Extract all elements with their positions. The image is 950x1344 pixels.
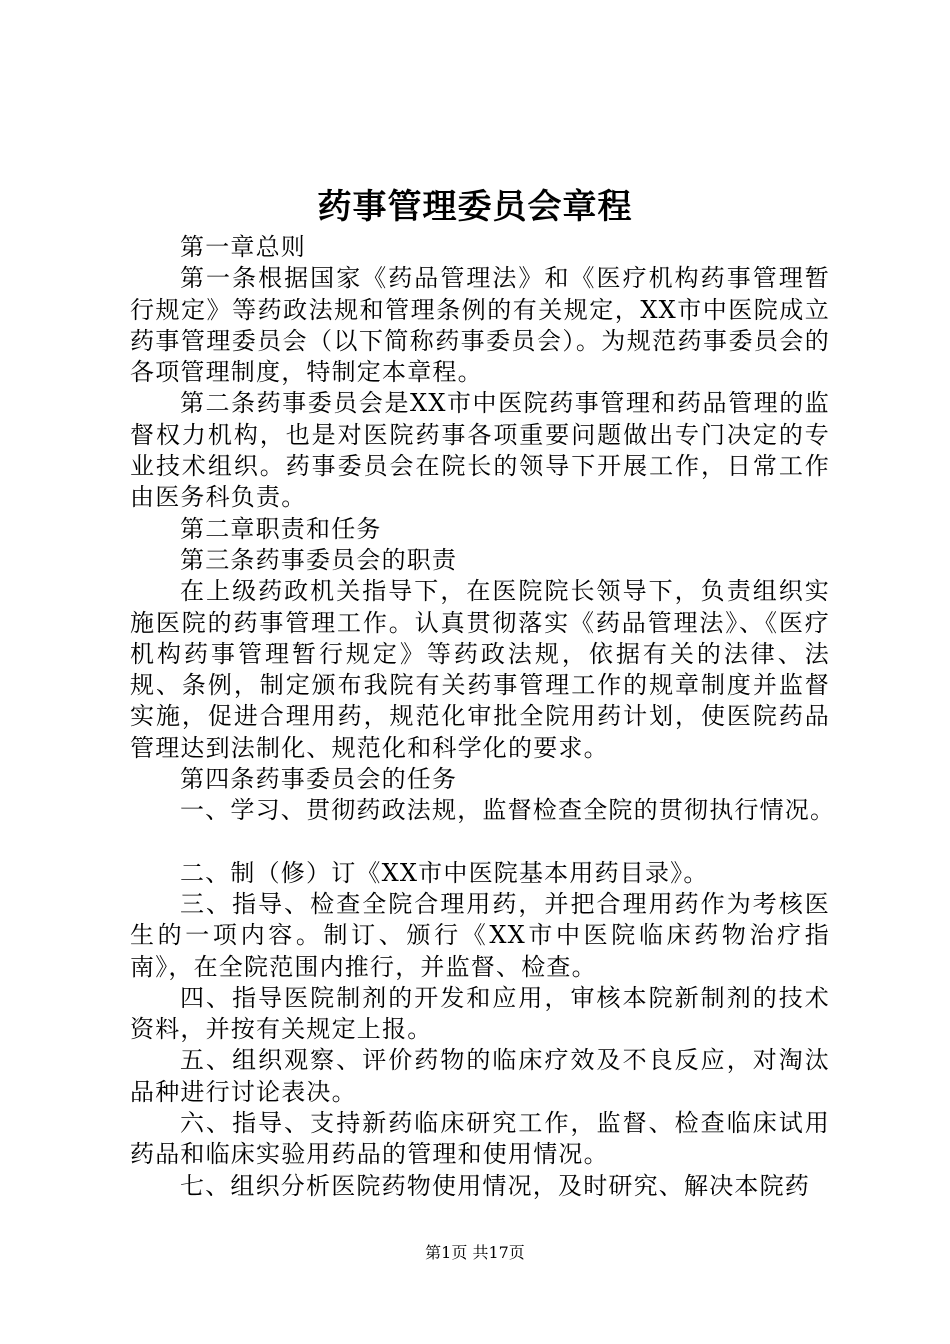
- task-item: 七、组织分析医院药物使用情况，及时研究、解决本院药: [180, 1171, 810, 1200]
- article-paragraph: 第二条药事委员会是XX市中医院药事管理和药品管理的监督权力机构，也是对医院药事各项重要问题做出专门决定的专业技术组织。药事委员会在院长的领导下开展工作，日常工作由医务科负责。: [130, 389, 830, 512]
- article-heading: 第四条药事委员会的任务: [180, 765, 458, 794]
- document-body: [130, 232, 836, 1202]
- task-item: 六、指导、支持新药临床研究工作，监督、检查临床试用药品和临床实验用药品的管理和使用情况。: [130, 1109, 830, 1169]
- task-item: 五、组织观察、评价药物的临床疗效及不良反应，对淘汰品种进行讨论表决。: [130, 1046, 830, 1106]
- task-item: 三、指导、检查全院合理用药，并把合理用药作为考核医生的一项内容。制订、颁行《XX市中医院临床药物治疗指南》，在全院范围内推行，并监督、检查。: [130, 889, 830, 981]
- document-title: 药事管理委员会章程: [317, 187, 633, 227]
- article-paragraph: 在上级药政机关指导下，在医院院长领导下，负责组织实施医院的药事管理工作。认真贯彻落实《药品管理法》、《医疗机构药事管理暂行规定》等药政法规，依据有关的法律、法规、条例，制定颁布我院有关药事管理工作的规章制度并监督实施，促进合理用药，规范化审批全院用药计划，使医院药品管理达到法制化、规范化和科学化的要求。: [130, 577, 830, 762]
- task-item: 四、指导医院制剂的开发和应用，审核本院新制剂的技术资料，并按有关规定上报。: [130, 983, 830, 1044]
- page-number-footer: 第1页 共17页: [425, 1243, 525, 1262]
- chapter-heading: 第一章总则: [180, 233, 306, 261]
- task-item: 一、学习、贯彻药政法规，监督检查全院的贯彻执行情况。: [180, 796, 836, 825]
- article-heading: 第三条药事委员会的职责: [180, 545, 458, 574]
- chapter-heading: 第二章职责和任务: [180, 514, 382, 543]
- article-paragraph: 第一条根据国家《药品管理法》和《医疗机构药事管理暂行规定》等药政法规和管理条例的有关规定，XX市中医院成立药事管理委员会（以下简称药事委员会）。为规范药事委员会的各项管理制度，特制定本章程。: [130, 264, 830, 387]
- task-item: 二、制（修）订《XX市中医院基本用药目录》。: [180, 858, 709, 887]
